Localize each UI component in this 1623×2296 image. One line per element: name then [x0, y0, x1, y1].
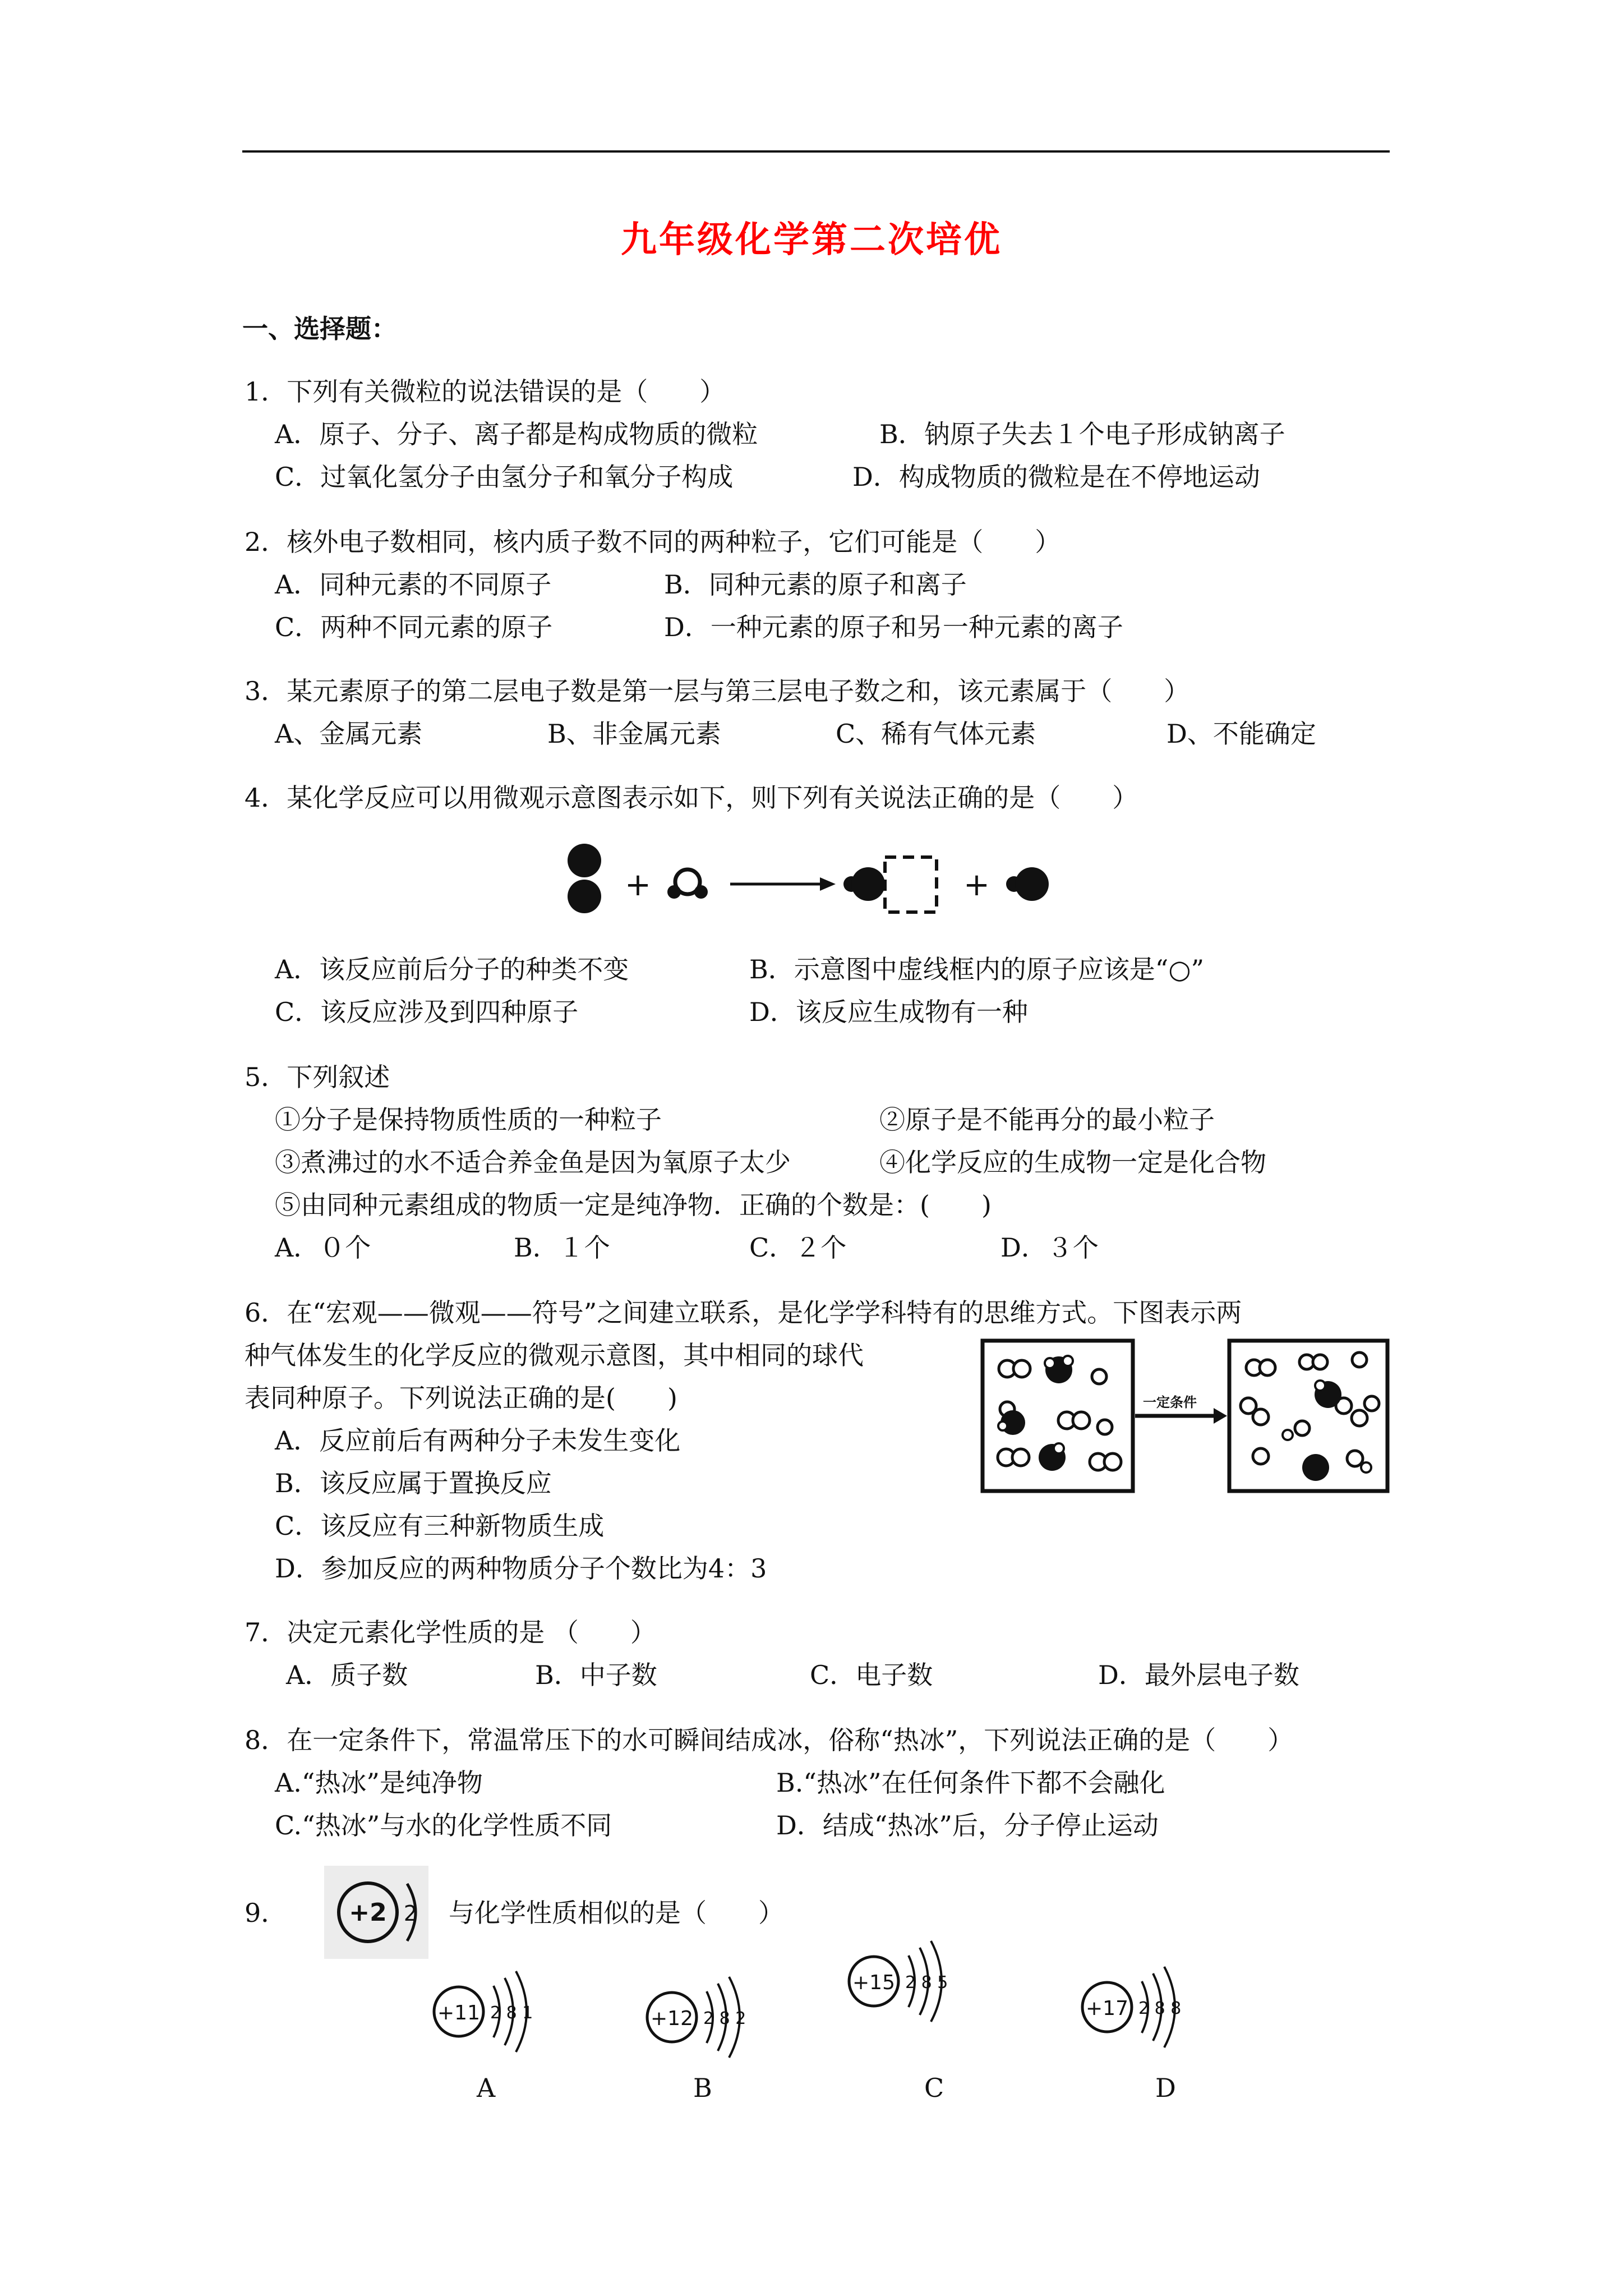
question-7-stem: 7．决定元素化学性质的是 （ ）: [245, 1617, 656, 1648]
question-7-option-c: C．电子数: [810, 1660, 933, 1690]
question-2-stem: 2．核外电子数相同，核内质子数不同的两种粒子，它们可能是（ ）: [245, 527, 1061, 557]
reaction-diagram: [555, 830, 1071, 942]
question-6-option-b: B．该反应属于置换反应: [275, 1468, 552, 1498]
question-5-option-b: B．１个: [514, 1232, 610, 1263]
question-6-stem-line-2: 种气体发生的化学反应的微观示意图，其中相同的球代: [245, 1340, 864, 1370]
question-6-stem-line-1: 6．在“宏观——微观——符号”之间建立联系，是化学学科特有的思维方式。下图表示两: [245, 1297, 1242, 1328]
atom-d-shells: 2 8 8: [1138, 1999, 1182, 2018]
atom-option-d-label: D: [1155, 2073, 1176, 2103]
statement-3: ③煮沸过的水不适合养金鱼是因为氧原子太少: [275, 1147, 791, 1177]
statement-2: ②原子是不能再分的最小粒子: [879, 1105, 1215, 1135]
plus-sign-1: +: [625, 867, 651, 903]
statement-4: ④化学反应的生成物一定是化合物: [879, 1147, 1266, 1177]
question-4-stem: 4．某化学反应可以用微观示意图表示如下，则下列有关说法正确的是（ ）: [245, 783, 1138, 813]
question-3-option-c: C、稀有气体元素: [836, 719, 1036, 749]
question-2-option-c: C．两种不同元素的原子: [275, 612, 553, 642]
atom-option-b-label: B: [693, 2073, 712, 2103]
question-2-option-d: D．一种元素的原子和另一种元素的离子: [664, 612, 1123, 642]
question-8-option-a: A.“热冰”是纯净物: [275, 1768, 483, 1798]
atom-option-a-label: A: [477, 2073, 496, 2103]
atom-option-d: [1075, 1957, 1215, 2052]
question-7-option-d: D．最外层电子数: [1098, 1660, 1299, 1690]
question-3-option-a: A、金属元素: [275, 719, 423, 749]
question-4-option-a: A．该反应前后分子的种类不变: [275, 954, 629, 984]
question-1-option-d: D．构成物质的微粒是在不停地运动: [852, 462, 1260, 492]
question-9-number: 9．: [245, 1898, 287, 1928]
atom-option-c: [840, 1931, 980, 2026]
question-4-option-b: B．示意图中虚线框内的原子应该是“○”: [749, 954, 1204, 984]
atom-a-shells: 2 8 1: [490, 2003, 533, 2023]
atom-c-shells: 2 8 5: [905, 1973, 948, 1993]
question-8-option-b: B.“热冰”在任何条件下都不会融化: [776, 1768, 1165, 1798]
statement-5: ⑤由同种元素组成的物质一定是纯净物．正确的个数是：( ): [275, 1190, 992, 1220]
atom-c-nucleus: +15: [852, 1971, 895, 1994]
statement-1: ①分子是保持物质性质的一种粒子: [275, 1105, 662, 1135]
header-rule: [242, 150, 1390, 153]
reaction-condition-label: 一定条件: [1143, 1394, 1197, 1410]
question-9-stem: 与化学性质相似的是（ ）: [449, 1898, 784, 1928]
atom-d-nucleus: +17: [1086, 1997, 1128, 2020]
page-title: 九年级化学第二次培优: [621, 219, 1002, 261]
plus-sign-2: +: [963, 867, 990, 903]
given-atom-diagram: [324, 1866, 428, 1959]
question-8-stem: 8．在一定条件下，常温常压下的水可瞬间结成冰，俗称“热冰”，下列说法正确的是（ ）: [245, 1725, 1294, 1755]
question-5-option-d: D．３个: [1000, 1232, 1099, 1263]
question-1-option-b: B．钠原子失去１个电子形成钠离子: [879, 419, 1285, 449]
question-6-stem-line-3: 表同种原子。下列说法正确的是( ): [245, 1383, 677, 1413]
question-1-option-a: A．原子、分子、离子都是构成物质的微粒: [275, 419, 758, 449]
atom-option-c-label: C: [924, 2073, 944, 2103]
question-6-option-d: D．参加反应的两种物质分子个数比为4：3: [275, 1553, 767, 1584]
question-3-option-b: B、非金属元素: [547, 719, 721, 749]
gas-reaction-diagram: [980, 1338, 1391, 1496]
question-1-option-c: C．过氧化氢分子由氢分子和氧分子构成: [275, 462, 734, 492]
question-8-option-c: C.“热冰”与水的化学性质不同: [275, 1810, 612, 1841]
question-6-option-c: C．该反应有三种新物质生成: [275, 1511, 605, 1541]
atom-b-nucleus: +12: [651, 2007, 693, 2030]
question-7-option-b: B．中子数: [535, 1660, 657, 1690]
question-3-stem: 3．某元素原子的第二层电子数是第一层与第三层电子数之和，该元素属于（ ）: [245, 676, 1190, 706]
question-4-option-d: D．该反应生成物有一种: [749, 997, 1028, 1027]
question-1-stem: 1．下列有关微粒的说法错误的是（ ）: [245, 376, 726, 407]
given-atom-shells: 2: [403, 1901, 418, 1926]
given-atom-nucleus: +2: [349, 1898, 387, 1927]
question-6-option-a: A．反应前后有两种分子未发生变化: [275, 1425, 681, 1456]
question-2-option-a: A．同种元素的不同原子: [275, 569, 552, 600]
question-5-option-c: C．２个: [749, 1232, 847, 1263]
question-3-option-d: D、不能确定: [1166, 719, 1316, 749]
question-7-option-a: A．质子数: [286, 1660, 408, 1690]
question-8-option-d: D．结成“热冰”后，分子停止运动: [776, 1810, 1159, 1841]
atom-b-shells: 2 8 2: [703, 2009, 746, 2028]
question-4-option-c: C．该反应涉及到四种原子: [275, 997, 579, 1027]
atom-option-a: [426, 1961, 566, 2056]
section-heading: 一、选择题：: [242, 314, 397, 344]
question-5-stem: 5．下列叙述: [245, 1062, 390, 1092]
atom-a-nucleus: +11: [437, 2001, 480, 2024]
atom-option-b: [639, 1967, 780, 2062]
question-2-option-b: B．同种元素的原子和离子: [664, 569, 967, 600]
question-5-option-a: A．０个: [275, 1232, 371, 1263]
